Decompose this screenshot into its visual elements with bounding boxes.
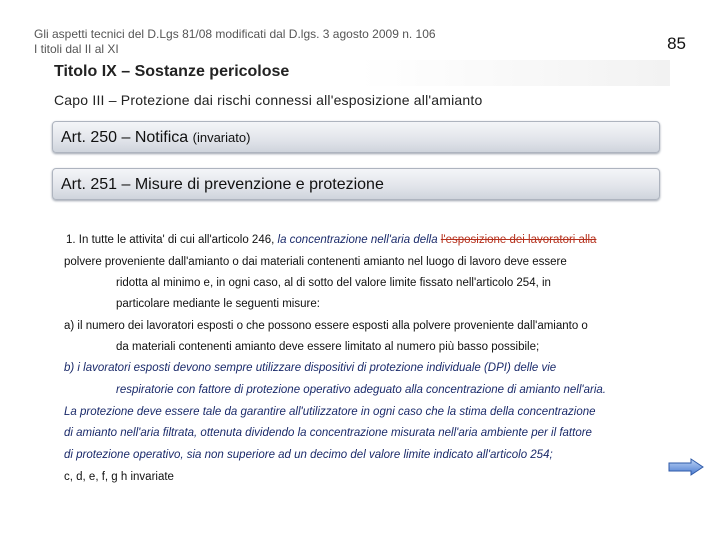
article-251-box bbox=[52, 168, 660, 200]
article-250-note: (invariato) bbox=[192, 130, 251, 145]
article-251-label: Art. 251 – Misure di prevenzione e protezione bbox=[61, 176, 384, 193]
text-line-1-b: la concentrazione nell'aria della bbox=[277, 234, 438, 246]
text-line-10: di amianto nell'aria filtrata, ottenuta dividendo la concentrazione misurata nell'aria ambiente per il fattore bbox=[64, 427, 592, 439]
text-line-12: c, d, e, f, g h invariate bbox=[64, 471, 174, 483]
text-line-9: La protezione deve essere tale da garantire all'utilizzatore in ogni caso che la stima della concentrazione bbox=[64, 406, 596, 418]
text-line-1-a: 1. In tutte le attivita' di cui all'articolo 246, bbox=[66, 234, 275, 246]
text-line-6: da materiali contenenti amianto deve essere limitato al numero più basso possibile; bbox=[116, 341, 540, 353]
text-line-2: polvere proveniente dall'amianto o dai materiali contenenti amianto nel luogo di lavoro deve essere bbox=[64, 256, 567, 268]
text-line-4: particolare mediante le seguenti misure: bbox=[116, 298, 320, 310]
right-arrow-icon[interactable] bbox=[668, 458, 704, 476]
text-line-5: a) il numero dei lavoratori esposti o che possono essere esposti alla polvere proveniente dall'amianto o bbox=[64, 320, 588, 332]
text-line-3: ridotta al minimo e, in ogni caso, al di sotto del valore limite fissato nell'articolo 254, in bbox=[116, 277, 551, 289]
article-250-label: Art. 250 – Notifica bbox=[61, 129, 189, 146]
text-line-11: di protezione operativo, sia non superiore ad un decimo del valore limite indicato all'articolo 254; bbox=[64, 449, 553, 461]
article-250-box bbox=[52, 121, 660, 153]
text-line-8: respiratorie con fattore di protezione operativo adeguato alla concentrazione di amianto nell'aria. bbox=[116, 384, 606, 396]
header-line-1: Gli aspetti tecnici del D.Lgs 81/08 modificati dal D.lgs. 3 agosto 2009 n. 106 bbox=[34, 27, 436, 41]
page-number: 85 bbox=[667, 34, 686, 53]
text-line-1-c: l'esposizione dei lavoratori alla bbox=[440, 234, 597, 246]
chapter-heading: Capo III – Protezione dai rischi connessi all'esposizione all'amianto bbox=[54, 92, 483, 108]
text-line-7: b) i lavoratori esposti devono sempre utilizzare dispositivi di protezione individuale (DPI) delle vie bbox=[64, 362, 557, 374]
header-line-2: I titoli dal II al XI bbox=[34, 42, 119, 56]
text-line-1 bbox=[66, 234, 596, 246]
section-title: Titolo IX – Sostanze pericolose bbox=[54, 63, 290, 80]
